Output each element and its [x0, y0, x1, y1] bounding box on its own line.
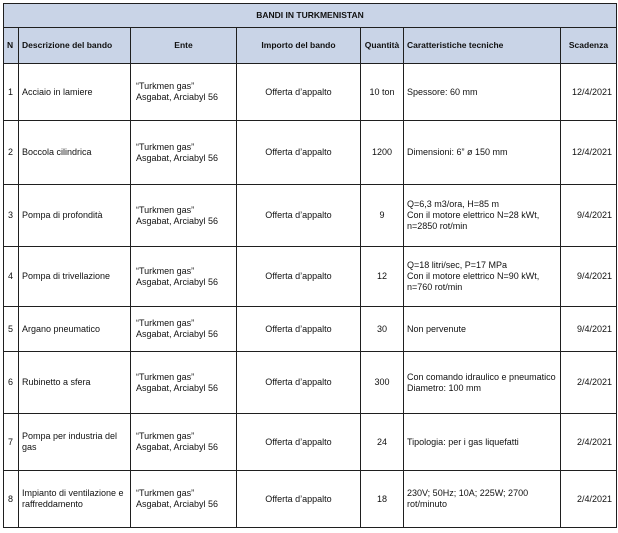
caratteristiche-line: Con comando idraulico e pneumatico	[407, 371, 556, 382]
header-caratteristiche: Caratteristiche tecniche	[404, 28, 561, 64]
cell-n: 1	[4, 64, 19, 121]
cell-importo: Offerta d’appalto	[237, 185, 361, 247]
table-row	[4, 307, 617, 352]
cell-ente	[131, 352, 237, 414]
ente-name: “Turkmen gas”	[136, 204, 195, 215]
cell-importo: Offerta d’appalto	[237, 352, 361, 414]
cell-quantita: 12	[361, 247, 404, 307]
header-ente: Ente	[131, 28, 237, 64]
caratteristiche-line: Dimensioni: 6” ø 150 mm	[407, 147, 508, 158]
cell-scadenza: 12/4/2021	[561, 121, 617, 185]
cell-caratteristiche	[404, 307, 561, 352]
table-row	[4, 185, 617, 247]
cell-quantita: 30	[361, 307, 404, 352]
cell-caratteristiche	[404, 121, 561, 185]
table-title: BANDI IN TURKMENISTAN	[4, 4, 617, 28]
cell-quantita: 1200	[361, 121, 404, 185]
cell-scadenza: 2/4/2021	[561, 352, 617, 414]
cell-scadenza: 9/4/2021	[561, 307, 617, 352]
ente-address: Asgabat, Arciabyl 56	[136, 152, 219, 163]
cell-caratteristiche	[404, 414, 561, 471]
cell-ente	[131, 185, 237, 247]
caratteristiche-line: Con il motore elettrico N=28 kWt,	[407, 210, 540, 221]
caratteristiche-line: Q=6,3 m3/ora, H=85 m	[407, 199, 500, 210]
cell-quantita: 300	[361, 352, 404, 414]
caratteristiche-line: Con il motore elettrico N=90 kWt,	[407, 271, 540, 282]
caratteristiche-line: Q=18 litri/sec, P=17 MPa	[407, 260, 508, 271]
ente-name: “Turkmen gas”	[136, 488, 195, 499]
cell-scadenza: 9/4/2021	[561, 185, 617, 247]
cell-scadenza: 9/4/2021	[561, 247, 617, 307]
caratteristiche-line: rot/minuto	[407, 499, 448, 509]
cell-n: 7	[4, 414, 19, 471]
cell-importo: Offerta d’appalto	[237, 414, 361, 471]
table-row	[4, 352, 617, 414]
cell-ente	[131, 471, 237, 528]
cell-importo: Offerta d’appalto	[237, 64, 361, 121]
cell-importo: Offerta d’appalto	[237, 307, 361, 352]
cell-quantita: 18	[361, 471, 404, 528]
header-descrizione: Descrizione del bando	[19, 28, 131, 64]
cell-ente	[131, 247, 237, 307]
cell-descrizione: Boccola cilindrica	[19, 121, 131, 185]
cell-n: 4	[4, 247, 19, 307]
table-row	[4, 121, 617, 185]
header-importo: Importo del bando	[237, 28, 361, 64]
cell-ente	[131, 414, 237, 471]
ente-name: “Turkmen gas”	[136, 141, 195, 152]
table-row	[4, 247, 617, 307]
header-n: N	[4, 28, 19, 64]
ente-name: “Turkmen gas”	[136, 265, 195, 276]
ente-address: Asgabat, Arciabyl 56	[136, 215, 219, 226]
ente-address: Asgabat, Arciabyl 56	[136, 382, 219, 393]
ente-name: “Turkmen gas”	[136, 318, 195, 329]
cell-ente	[131, 121, 237, 185]
cell-descrizione: Pompa per industria del gas	[19, 414, 131, 471]
cell-n: 8	[4, 471, 19, 528]
cell-importo: Offerta d’appalto	[237, 121, 361, 185]
cell-caratteristiche	[404, 471, 561, 528]
table-row	[4, 64, 617, 121]
cell-caratteristiche	[404, 352, 561, 414]
cell-descrizione: Acciaio in lamiere	[19, 64, 131, 121]
header-quantita: Quantità	[361, 28, 404, 64]
caratteristiche-line: Diametro: 100 mm	[407, 382, 482, 393]
cell-descrizione: Argano pneumatico	[19, 307, 131, 352]
cell-caratteristiche	[404, 64, 561, 121]
cell-n: 3	[4, 185, 19, 247]
header-row	[4, 28, 617, 64]
table-row	[4, 414, 617, 471]
caratteristiche-line: 230V; 50Hz; 10A; 225W; 2700	[407, 488, 529, 499]
ente-address: Asgabat, Arciabyl 56	[136, 92, 219, 102]
cell-n: 6	[4, 352, 19, 414]
caratteristiche-line: Tipologia: per i gas liquefatti	[407, 436, 519, 447]
tenders-table	[3, 3, 617, 528]
ente-address: Asgabat, Arciabyl 56	[136, 329, 219, 339]
cell-n: 5	[4, 307, 19, 352]
cell-ente	[131, 307, 237, 352]
cell-quantita: 24	[361, 414, 404, 471]
ente-address: Asgabat, Arciabyl 56	[136, 442, 219, 452]
cell-importo: Offerta d’appalto	[237, 247, 361, 307]
cell-scadenza: 2/4/2021	[561, 414, 617, 471]
table-row	[4, 471, 617, 528]
caratteristiche-line: Spessore: 60 mm	[407, 86, 478, 97]
cell-descrizione: Rubinetto a sfera	[19, 352, 131, 414]
caratteristiche-line: n=760 rot/min	[407, 281, 463, 292]
cell-scadenza: 2/4/2021	[561, 471, 617, 528]
ente-name: “Turkmen gas”	[136, 431, 195, 442]
ente-address: Asgabat, Arciabyl 56	[136, 499, 219, 509]
cell-quantita: 10 ton	[361, 64, 404, 121]
cell-descrizione: Pompa di profondità	[19, 185, 131, 247]
caratteristiche-line: n=2850 rot/min	[407, 220, 468, 231]
cell-caratteristiche	[404, 247, 561, 307]
cell-n: 2	[4, 121, 19, 185]
cell-ente	[131, 64, 237, 121]
cell-importo: Offerta d’appalto	[237, 471, 361, 528]
header-scadenza: Scadenza	[561, 28, 617, 64]
cell-caratteristiche	[404, 185, 561, 247]
cell-descrizione: Impianto di ventilazione e raffreddamento	[19, 471, 131, 528]
cell-scadenza: 12/4/2021	[561, 64, 617, 121]
cell-quantita: 9	[361, 185, 404, 247]
ente-name: “Turkmen gas”	[136, 371, 195, 382]
ente-name: “Turkmen gas”	[136, 81, 195, 92]
cell-descrizione: Pompa di trivellazione	[19, 247, 131, 307]
caratteristiche-line: Non pervenute	[407, 323, 467, 334]
tenders-document	[3, 3, 616, 528]
ente-address: Asgabat, Arciabyl 56	[136, 276, 219, 287]
